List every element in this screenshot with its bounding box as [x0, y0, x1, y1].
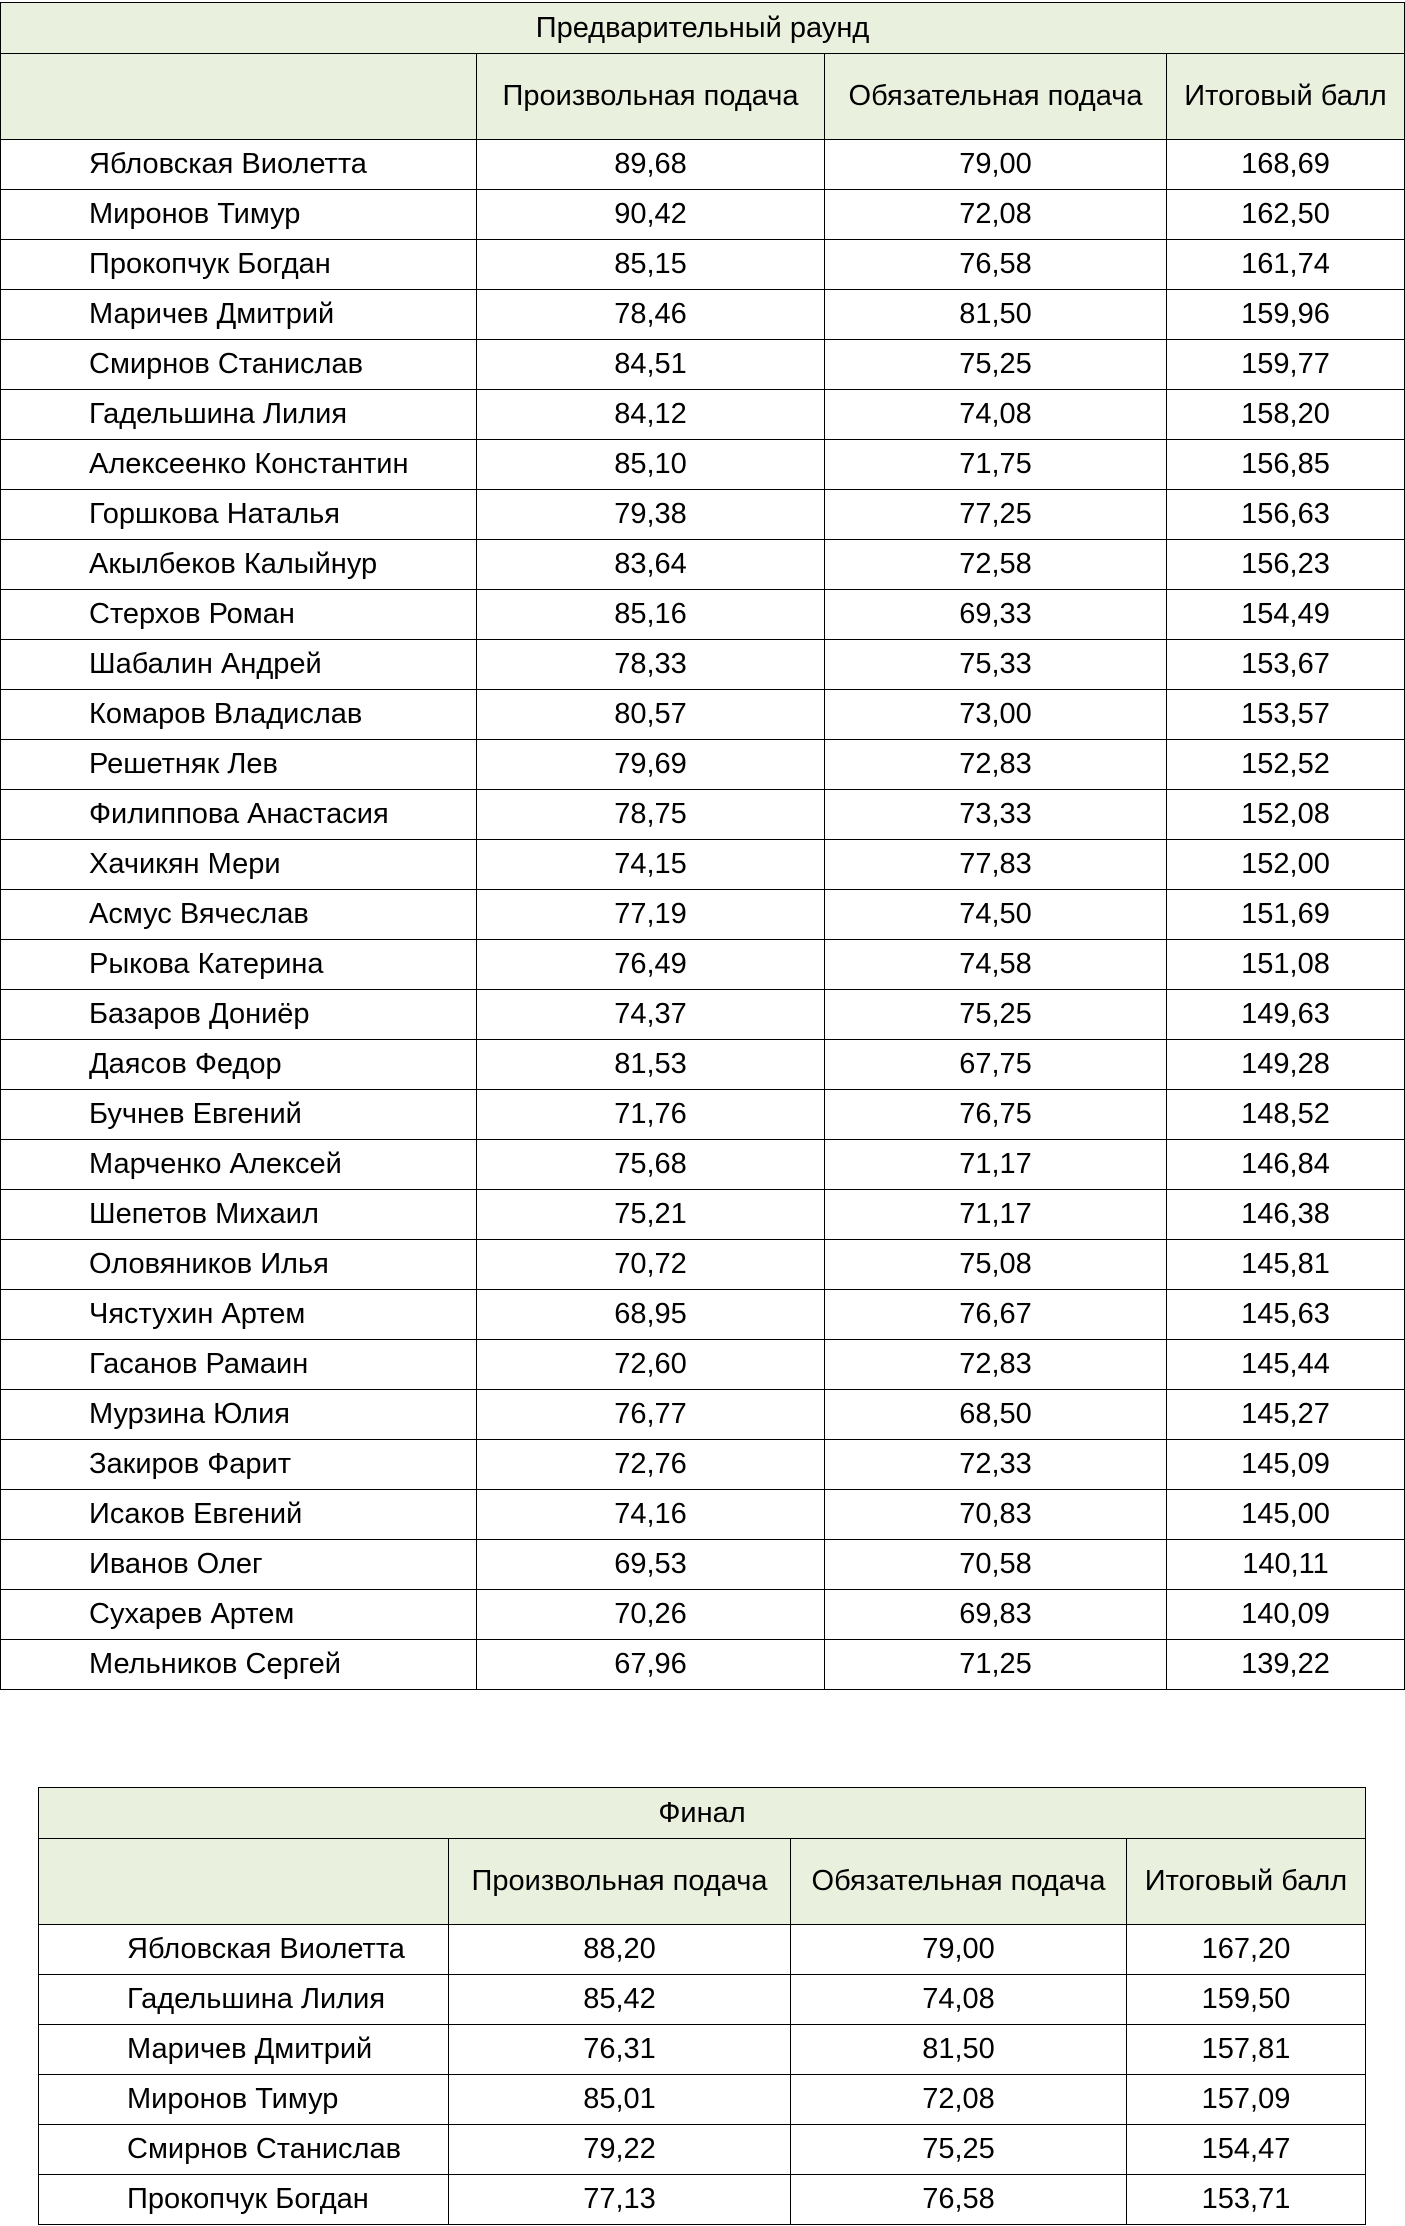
participant-name: Гадельшина Лилия — [1, 390, 477, 440]
free-score: 80,57 — [477, 690, 825, 740]
mandatory-score: 72,33 — [825, 1440, 1167, 1490]
mandatory-score: 67,75 — [825, 1040, 1167, 1090]
table-row — [1, 790, 1405, 840]
total-score: 152,00 — [1167, 840, 1405, 890]
participant-name: Шабалин Андрей — [1, 640, 477, 690]
participant-name: Рыкова Катерина — [1, 940, 477, 990]
participant-name: Оловяников Илья — [1, 1240, 477, 1290]
mandatory-score: 70,83 — [825, 1490, 1167, 1540]
mandatory-score: 73,33 — [825, 790, 1167, 840]
free-score: 75,68 — [477, 1140, 825, 1190]
participant-name: Мельников Сергей — [1, 1640, 477, 1690]
total-score: 156,63 — [1167, 490, 1405, 540]
free-score: 76,31 — [449, 2025, 791, 2075]
prelim-body — [1, 3, 1405, 1690]
participant-name: Акылбеков Калыйнур — [1, 540, 477, 590]
table-row — [1, 1540, 1405, 1590]
mandatory-score: 81,50 — [791, 2025, 1127, 2075]
mandatory-score: 75,25 — [825, 340, 1167, 390]
table-row — [1, 1290, 1405, 1340]
table-row — [1, 190, 1405, 240]
participant-name: Закиров Фарит — [1, 1440, 477, 1490]
participant-name: Маричев Дмитрий — [39, 2025, 449, 2075]
prelim-table — [0, 2, 1405, 1690]
free-score: 74,37 — [477, 990, 825, 1040]
free-score: 74,15 — [477, 840, 825, 890]
free-score: 83,64 — [477, 540, 825, 590]
prelim-header-total: Итоговый балл — [1167, 54, 1405, 140]
participant-name: Прокопчук Богдан — [1, 240, 477, 290]
final-body — [39, 1788, 1366, 2225]
total-score: 145,09 — [1167, 1440, 1405, 1490]
free-score: 76,77 — [477, 1390, 825, 1440]
participant-name: Мурзина Юлия — [1, 1390, 477, 1440]
total-score: 145,44 — [1167, 1340, 1405, 1390]
free-score: 79,22 — [449, 2125, 791, 2175]
total-score: 156,23 — [1167, 540, 1405, 590]
participant-name: Базаров Дониёр — [1, 990, 477, 1040]
mandatory-score: 71,17 — [825, 1140, 1167, 1190]
participant-name: Стерхов Роман — [1, 590, 477, 640]
free-score: 70,26 — [477, 1590, 825, 1640]
participant-name: Асмус Вячеслав — [1, 890, 477, 940]
participant-name: Исаков Евгений — [1, 1490, 477, 1540]
participant-name: Хачикян Мери — [1, 840, 477, 890]
total-score: 140,11 — [1167, 1540, 1405, 1590]
participant-name: Смирнов Станислав — [1, 340, 477, 390]
free-score: 85,16 — [477, 590, 825, 640]
final-header-row — [39, 1839, 1366, 1925]
total-score: 148,52 — [1167, 1090, 1405, 1140]
total-score: 145,27 — [1167, 1390, 1405, 1440]
participant-name: Даясов Федор — [1, 1040, 477, 1090]
free-score: 68,95 — [477, 1290, 825, 1340]
participant-name: Ябловская Виолетта — [1, 140, 477, 190]
mandatory-score: 72,08 — [825, 190, 1167, 240]
mandatory-score: 79,00 — [825, 140, 1167, 190]
total-score: 152,08 — [1167, 790, 1405, 840]
participant-name: Алексеенко Константин — [1, 440, 477, 490]
table-row — [39, 2125, 1366, 2175]
free-score: 75,21 — [477, 1190, 825, 1240]
final-header-mandatory: Обязательная подача — [791, 1839, 1127, 1925]
table-row — [1, 940, 1405, 990]
free-score: 85,10 — [477, 440, 825, 490]
participant-name: Миронов Тимур — [39, 2075, 449, 2125]
total-score: 157,09 — [1127, 2075, 1366, 2125]
prelim-header-mandatory: Обязательная подача — [825, 54, 1167, 140]
mandatory-score: 75,25 — [825, 990, 1167, 1040]
table-row — [1, 1590, 1405, 1640]
mandatory-score: 75,33 — [825, 640, 1167, 690]
mandatory-score: 77,83 — [825, 840, 1167, 890]
participant-name: Прокопчук Богдан — [39, 2175, 449, 2225]
table-row — [1, 340, 1405, 390]
participant-name: Филиппова Анастасия — [1, 790, 477, 840]
final-header-total: Итоговый балл — [1127, 1839, 1366, 1925]
table-row — [1, 140, 1405, 190]
mandatory-score: 68,50 — [825, 1390, 1167, 1440]
table-row — [1, 1440, 1405, 1490]
mandatory-score: 73,00 — [825, 690, 1167, 740]
participant-name: Маричев Дмитрий — [1, 290, 477, 340]
table-row — [39, 1975, 1366, 2025]
mandatory-score: 75,08 — [825, 1240, 1167, 1290]
total-score: 156,85 — [1167, 440, 1405, 490]
prelim-header-name — [1, 54, 477, 140]
participant-name: Чястухин Артем — [1, 1290, 477, 1340]
free-score: 90,42 — [477, 190, 825, 240]
total-score: 153,71 — [1127, 2175, 1366, 2225]
total-score: 145,00 — [1167, 1490, 1405, 1540]
mandatory-score: 76,58 — [791, 2175, 1127, 2225]
total-score: 167,20 — [1127, 1925, 1366, 1975]
participant-name: Бучнев Евгений — [1, 1090, 477, 1140]
table-row — [1, 1640, 1405, 1690]
total-score: 159,77 — [1167, 340, 1405, 390]
free-score: 79,38 — [477, 490, 825, 540]
free-score: 77,13 — [449, 2175, 791, 2225]
mandatory-score: 75,25 — [791, 2125, 1127, 2175]
mandatory-score: 72,83 — [825, 740, 1167, 790]
mandatory-score: 72,58 — [825, 540, 1167, 590]
free-score: 88,20 — [449, 1925, 791, 1975]
table-row — [1, 1490, 1405, 1540]
free-score: 89,68 — [477, 140, 825, 190]
free-score: 85,01 — [449, 2075, 791, 2125]
table-row — [39, 2075, 1366, 2125]
table-row — [1, 1190, 1405, 1240]
total-score: 152,52 — [1167, 740, 1405, 790]
total-score: 159,96 — [1167, 290, 1405, 340]
participant-name: Горшкова Наталья — [1, 490, 477, 540]
free-score: 84,12 — [477, 390, 825, 440]
table-row — [1, 1140, 1405, 1190]
table-row — [1, 390, 1405, 440]
total-score: 158,20 — [1167, 390, 1405, 440]
free-score: 72,76 — [477, 1440, 825, 1490]
mandatory-score: 76,67 — [825, 1290, 1167, 1340]
table-row — [1, 590, 1405, 640]
free-score: 84,51 — [477, 340, 825, 390]
table-row — [1, 690, 1405, 740]
final-title-row — [39, 1788, 1366, 1839]
mandatory-score: 71,17 — [825, 1190, 1167, 1240]
table-row — [1, 540, 1405, 590]
free-score: 85,15 — [477, 240, 825, 290]
free-score: 85,42 — [449, 1975, 791, 2025]
free-score: 78,33 — [477, 640, 825, 690]
mandatory-score: 74,08 — [825, 390, 1167, 440]
total-score: 153,57 — [1167, 690, 1405, 740]
free-score: 81,53 — [477, 1040, 825, 1090]
mandatory-score: 74,50 — [825, 890, 1167, 940]
mandatory-score: 69,83 — [825, 1590, 1167, 1640]
table-row — [1, 740, 1405, 790]
participant-name: Сухарев Артем — [1, 1590, 477, 1640]
final-table — [38, 1787, 1366, 2225]
total-score: 168,69 — [1167, 140, 1405, 190]
participant-name: Решетняк Лев — [1, 740, 477, 790]
table-row — [1, 490, 1405, 540]
mandatory-score: 72,83 — [825, 1340, 1167, 1390]
participant-name: Шепетов Михаил — [1, 1190, 477, 1240]
participant-name: Миронов Тимур — [1, 190, 477, 240]
mandatory-score: 71,25 — [825, 1640, 1167, 1690]
total-score: 154,47 — [1127, 2125, 1366, 2175]
free-score: 74,16 — [477, 1490, 825, 1540]
total-score: 145,63 — [1167, 1290, 1405, 1340]
table-row — [1, 1240, 1405, 1290]
table-row — [39, 1925, 1366, 1975]
total-score: 149,63 — [1167, 990, 1405, 1040]
total-score: 151,69 — [1167, 890, 1405, 940]
table-row — [39, 2175, 1366, 2225]
total-score: 140,09 — [1167, 1590, 1405, 1640]
free-score: 77,19 — [477, 890, 825, 940]
table-row — [1, 1090, 1405, 1140]
total-score: 149,28 — [1167, 1040, 1405, 1090]
mandatory-score: 71,75 — [825, 440, 1167, 490]
free-score: 67,96 — [477, 1640, 825, 1690]
total-score: 154,49 — [1167, 590, 1405, 640]
total-score: 151,08 — [1167, 940, 1405, 990]
table-row — [1, 240, 1405, 290]
free-score: 69,53 — [477, 1540, 825, 1590]
table-row — [1, 990, 1405, 1040]
table-row — [1, 440, 1405, 490]
total-score: 146,38 — [1167, 1190, 1405, 1240]
total-score: 145,81 — [1167, 1240, 1405, 1290]
table-row — [1, 1390, 1405, 1440]
participant-name: Ябловская Виолетта — [39, 1925, 449, 1975]
free-score: 70,72 — [477, 1240, 825, 1290]
total-score: 153,67 — [1167, 640, 1405, 690]
final-header-name — [39, 1839, 449, 1925]
mandatory-score: 74,58 — [825, 940, 1167, 990]
participant-name: Комаров Владислав — [1, 690, 477, 740]
total-score: 146,84 — [1167, 1140, 1405, 1190]
free-score: 72,60 — [477, 1340, 825, 1390]
total-score: 157,81 — [1127, 2025, 1366, 2075]
prelim-title-row — [1, 3, 1405, 54]
free-score: 76,49 — [477, 940, 825, 990]
mandatory-score: 79,00 — [791, 1925, 1127, 1975]
participant-name: Гадельшина Лилия — [39, 1975, 449, 2025]
total-score: 159,50 — [1127, 1975, 1366, 2025]
final-title: Финал — [39, 1788, 1366, 1839]
total-score: 162,50 — [1167, 190, 1405, 240]
total-score: 161,74 — [1167, 240, 1405, 290]
mandatory-score: 76,75 — [825, 1090, 1167, 1140]
mandatory-score: 81,50 — [825, 290, 1167, 340]
prelim-title: Предварительный раунд — [1, 3, 1405, 54]
table-row — [1, 840, 1405, 890]
free-score: 78,46 — [477, 290, 825, 340]
mandatory-score: 70,58 — [825, 1540, 1167, 1590]
free-score: 78,75 — [477, 790, 825, 840]
participant-name: Марченко Алексей — [1, 1140, 477, 1190]
mandatory-score: 74,08 — [791, 1975, 1127, 2025]
mandatory-score: 76,58 — [825, 240, 1167, 290]
table-row — [1, 890, 1405, 940]
table-row — [39, 2025, 1366, 2075]
prelim-header-row — [1, 54, 1405, 140]
total-score: 139,22 — [1167, 1640, 1405, 1690]
mandatory-score: 72,08 — [791, 2075, 1127, 2125]
table-row — [1, 290, 1405, 340]
participant-name: Гасанов Рамаин — [1, 1340, 477, 1390]
table-row — [1, 640, 1405, 690]
participant-name: Смирнов Станислав — [39, 2125, 449, 2175]
prelim-header-free: Произвольная подача — [477, 54, 825, 140]
table-row — [1, 1040, 1405, 1090]
mandatory-score: 77,25 — [825, 490, 1167, 540]
free-score: 71,76 — [477, 1090, 825, 1140]
mandatory-score: 69,33 — [825, 590, 1167, 640]
participant-name: Иванов Олег — [1, 1540, 477, 1590]
free-score: 79,69 — [477, 740, 825, 790]
final-header-free: Произвольная подача — [449, 1839, 791, 1925]
table-row — [1, 1340, 1405, 1390]
